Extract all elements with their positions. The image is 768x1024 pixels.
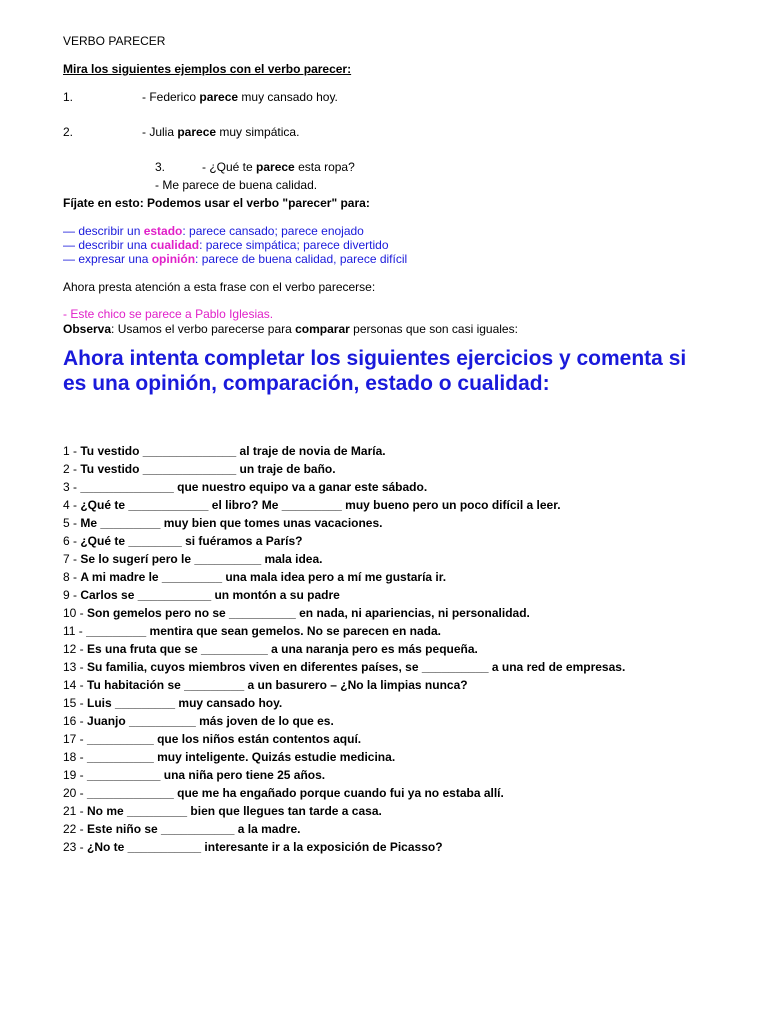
exercise-item xyxy=(63,732,361,747)
instructions-subtitle: Mira los siguientes ejemplos con el verbo parecer: xyxy=(63,62,352,76)
exercise-item xyxy=(63,498,561,513)
exercise-number: 16 - xyxy=(63,714,88,728)
exercise-text: Se lo sugerí pero le __________ mala idea. xyxy=(80,552,323,566)
exercise-item xyxy=(63,570,446,585)
exercise-text: Carlos se ___________ un montón a su padre xyxy=(80,588,340,602)
exercise-text: __________ que los niños están contentos aquí. xyxy=(87,732,362,746)
exercise-number: 4 - xyxy=(63,498,81,512)
exercise-number: 6 - xyxy=(63,534,81,548)
exercise-item xyxy=(63,822,300,837)
exercise-item xyxy=(63,786,504,801)
exercise-number: 19 - xyxy=(63,768,88,782)
exercise-number: 2 - xyxy=(63,462,81,476)
exercise-item xyxy=(63,696,282,711)
exercise-item xyxy=(63,804,382,819)
exercise-item xyxy=(63,444,386,459)
exercise-number: 11 - xyxy=(63,624,87,638)
exercise-text: ¿Qué te ____________ el libro? Me _________ muy bueno pero un poco difícil a leer. xyxy=(80,498,561,512)
exercise-text: Este niño se ___________ a la madre. xyxy=(87,822,301,836)
exercise-item xyxy=(63,462,336,477)
exercise-text: Me _________ muy bien que tomes unas vacaciones. xyxy=(80,516,383,530)
exercise-text: ¿No te ___________ interesante ir a la exposición de Picasso? xyxy=(87,840,443,854)
exercise-text: No me _________ bien que llegues tan tarde a casa. xyxy=(87,804,382,818)
exercise-text: Son gemelos pero no se __________ en nada, ni apariencias, ni personalidad. xyxy=(87,606,530,620)
exercise-number: 22 - xyxy=(63,822,88,836)
example-number: 1. xyxy=(63,90,74,104)
exercise-item xyxy=(63,660,625,675)
exercise-number: 21 - xyxy=(63,804,88,818)
exercise-text: Su familia, cuyos miembros viven en diferentes países, se __________ a una red de empresas. xyxy=(87,660,626,674)
use-cualidad: — describir una cualidad: parece simpática; parece divertido xyxy=(63,238,389,252)
exercise-number: 8 - xyxy=(63,570,81,584)
exercise-item xyxy=(63,534,302,549)
observa-note: Observa: Usamos el verbo parecerse para comparar personas que son casi iguales: xyxy=(63,322,518,336)
use-estado: — describir un estado: parece cansado; parece enojado xyxy=(63,224,364,238)
exercise-number: 5 - xyxy=(63,516,81,530)
exercise-item xyxy=(63,588,340,603)
exercise-number: 10 - xyxy=(63,606,88,620)
exercise-text: Es una fruta que se __________ a una naranja pero es más pequeña. xyxy=(87,642,478,656)
fijate-note: Fíjate en esto: Podemos usar el verbo "parecer" para: xyxy=(63,196,370,210)
example-number: 2. xyxy=(63,125,74,139)
exercise-item xyxy=(63,678,468,693)
exercise-text: Tu vestido ______________ un traje de baño. xyxy=(80,462,336,476)
exercise-item xyxy=(63,606,530,621)
page-title: VERBO PARECER xyxy=(63,34,166,48)
exercise-number: 7 - xyxy=(63,552,81,566)
exercise-number: 17 - xyxy=(63,732,88,746)
exercise-text: Juanjo __________ más joven de lo que es. xyxy=(87,714,334,728)
exercise-item xyxy=(63,714,334,729)
exercise-item xyxy=(63,552,322,567)
exercise-text: A mi madre le _________ una mala idea pero a mí me gustaría ir. xyxy=(80,570,447,584)
exercise-text: Tu habitación se _________ a un basurero – ¿No la limpias nunca? xyxy=(87,678,468,692)
exercise-item xyxy=(63,768,325,783)
exercise-number: 1 - xyxy=(63,444,81,458)
exercise-item xyxy=(63,840,443,855)
exercise-text: _________ mentira que sean gemelos. No se parecen en nada. xyxy=(86,624,441,638)
example-text: - Julia parece muy simpática. xyxy=(142,125,300,139)
exercise-item xyxy=(63,516,383,531)
exercises-heading: Ahora intenta completar los siguientes ejercicios y comenta si es una opinión, comparación, estado o cualidad: xyxy=(63,347,687,395)
exercise-item xyxy=(63,642,478,657)
exercise-number: 18 - xyxy=(63,750,88,764)
exercise-text: ___________ una niña pero tiene 25 años. xyxy=(87,768,326,782)
parecerse-example: - Este chico se parece a Pablo Iglesias. xyxy=(63,307,274,321)
exercise-number: 23 - xyxy=(63,840,88,854)
exercise-item xyxy=(63,480,427,495)
example-number: 3. xyxy=(155,160,166,174)
exercise-item xyxy=(63,624,441,639)
exercise-item xyxy=(63,750,395,765)
exercise-number: 9 - xyxy=(63,588,81,602)
exercise-text: ¿Qué te ________ si fuéramos a París? xyxy=(80,534,303,548)
exercise-number: 12 - xyxy=(63,642,88,656)
exercise-text: ______________ que nuestro equipo va a ganar este sábado. xyxy=(80,480,428,494)
exercise-text: _____________ que me ha engañado porque cuando fui ya no estaba allí. xyxy=(87,786,504,800)
exercise-number: 20 - xyxy=(63,786,88,800)
use-opinion: — expresar una opinión: parece de buena calidad, parece difícil xyxy=(63,252,408,266)
example-text: - Federico parece muy cansado hoy. xyxy=(142,90,338,104)
exercise-number: 3 - xyxy=(63,480,81,494)
exercise-text: Luis _________ muy cansado hoy. xyxy=(87,696,283,710)
exercise-number: 14 - xyxy=(63,678,88,692)
example-3-answer: - Me parece de buena calidad. xyxy=(155,178,318,192)
exercise-text: __________ muy inteligente. Quizás estudie medicina. xyxy=(87,750,396,764)
exercise-text: Tu vestido ______________ al traje de novia de María. xyxy=(80,444,386,458)
atencion-note: Ahora presta atención a esta frase con el verbo parecerse: xyxy=(63,280,376,294)
exercise-number: 13 - xyxy=(63,660,88,674)
exercise-number: 15 - xyxy=(63,696,88,710)
example-text: - ¿Qué te parece esta ropa? xyxy=(202,160,355,174)
